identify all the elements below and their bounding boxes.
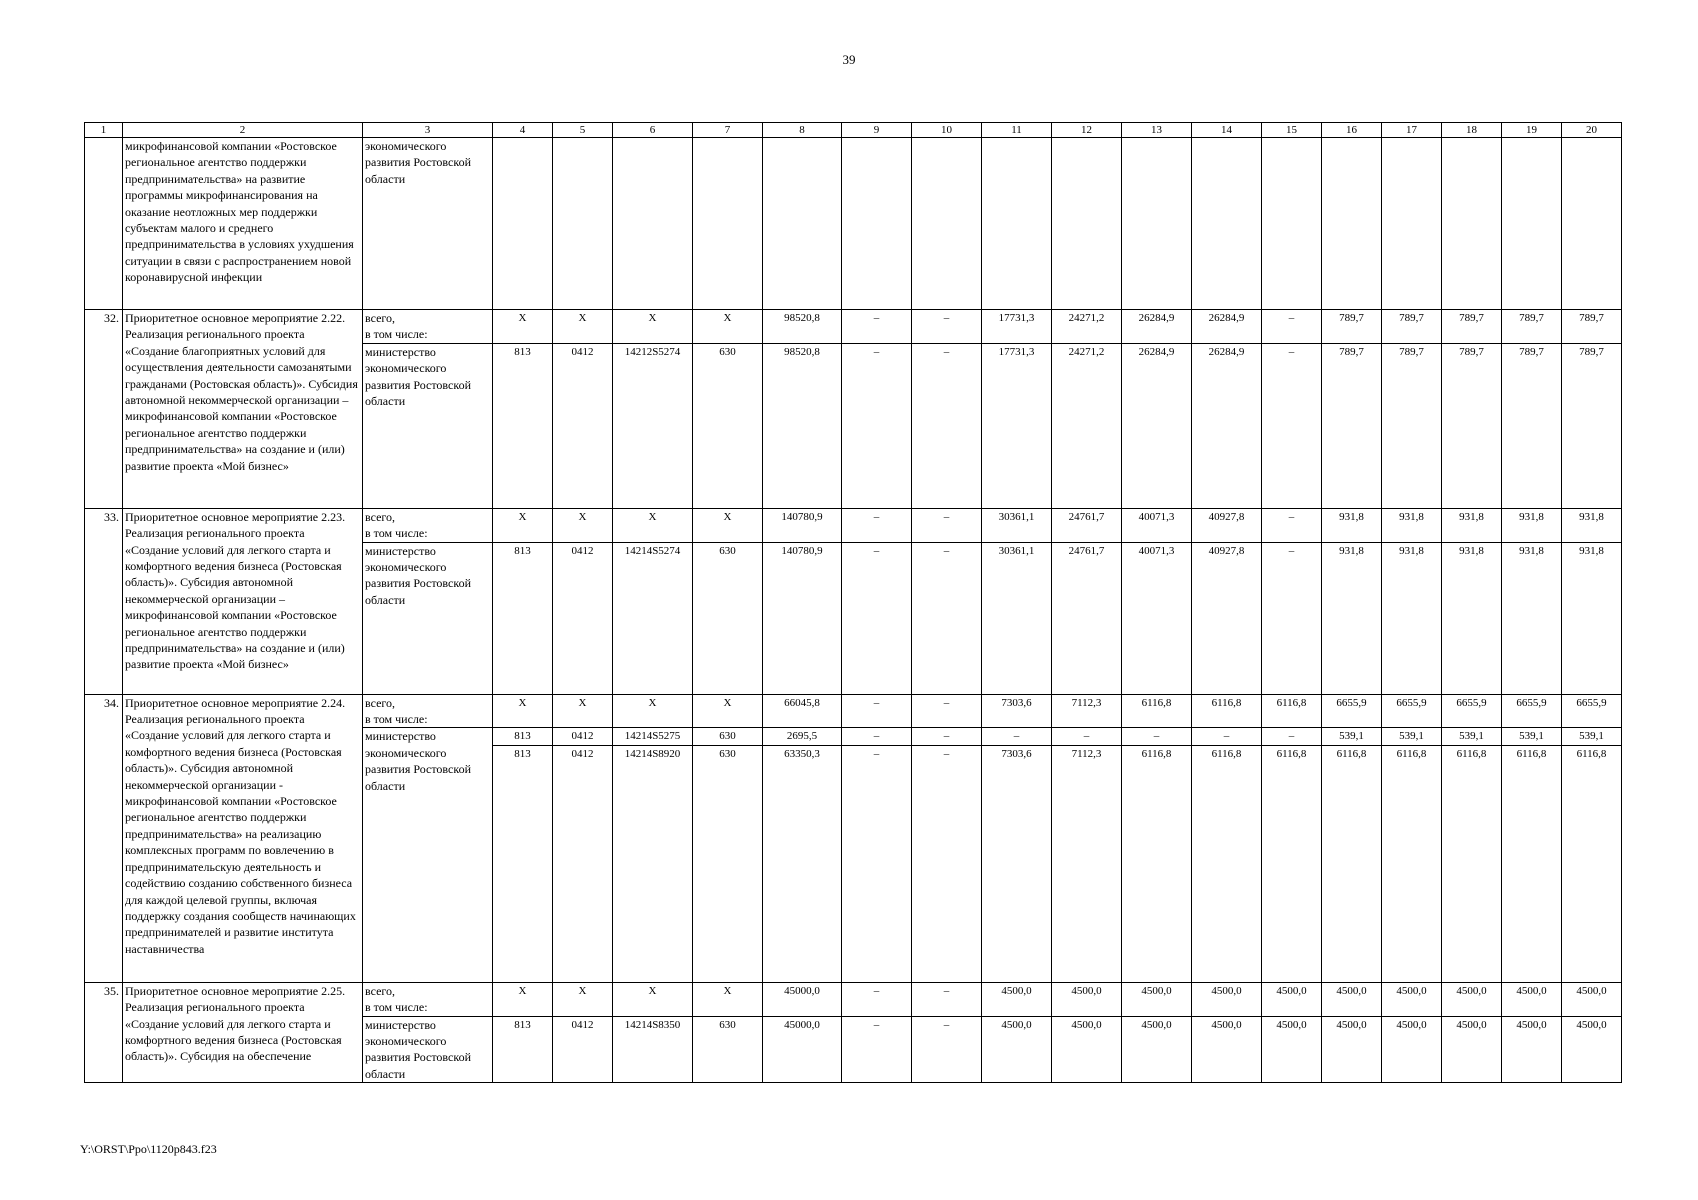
empty-cell bbox=[1562, 138, 1622, 310]
amount-col-11: 30361,1 bbox=[982, 542, 1052, 694]
executor-cell: министерство экономического развития Ростовской области bbox=[363, 1016, 493, 1083]
amount-col-18: 4500,0 bbox=[1442, 982, 1502, 1016]
amount-col-17: 4500,0 bbox=[1382, 982, 1442, 1016]
amount-col-10: – bbox=[912, 694, 982, 728]
table-row bbox=[85, 508, 1622, 542]
amount-col-16: 6116,8 bbox=[1322, 745, 1382, 982]
amount-col-17: 789,7 bbox=[1382, 310, 1442, 344]
amount-col-10: – bbox=[912, 310, 982, 344]
amount-col-12: – bbox=[1052, 728, 1122, 745]
executor-cell: экономического развития Ростовской области bbox=[363, 138, 493, 310]
code-c5: X bbox=[553, 508, 613, 542]
empty-cell bbox=[1382, 138, 1442, 310]
code-c6: X bbox=[613, 694, 693, 728]
amount-col-20: 789,7 bbox=[1562, 343, 1622, 508]
amount-col-11: 7303,6 bbox=[982, 745, 1052, 982]
total-label: всего, в том числе: bbox=[363, 310, 493, 344]
amount-col-9: – bbox=[842, 1016, 912, 1083]
code-c7: 630 bbox=[693, 1016, 763, 1083]
amount-col-20: 539,1 bbox=[1562, 728, 1622, 745]
amount-col-12: 24761,7 bbox=[1052, 542, 1122, 694]
amount-col-14: 6116,8 bbox=[1192, 694, 1262, 728]
amount-col-17: 6116,8 bbox=[1382, 745, 1442, 982]
empty-cell bbox=[842, 138, 912, 310]
amount-col-15: – bbox=[1262, 343, 1322, 508]
row-number: 32. bbox=[85, 310, 123, 509]
budget-table bbox=[84, 122, 1622, 1083]
code-c5: X bbox=[553, 982, 613, 1016]
column-header-1: 1 bbox=[85, 123, 123, 138]
amount-col-10: – bbox=[912, 508, 982, 542]
amount-col-19: 931,8 bbox=[1502, 542, 1562, 694]
code-c5: 0412 bbox=[553, 542, 613, 694]
amount-col-8: 98520,8 bbox=[763, 343, 842, 508]
amount-col-16: 6655,9 bbox=[1322, 694, 1382, 728]
empty-cell bbox=[693, 138, 763, 310]
column-header-7: 7 bbox=[693, 123, 763, 138]
amount-col-18: 6655,9 bbox=[1442, 694, 1502, 728]
amount-col-15: 4500,0 bbox=[1262, 1016, 1322, 1083]
column-header-2: 2 bbox=[123, 123, 363, 138]
amount-col-17: 931,8 bbox=[1382, 508, 1442, 542]
amount-col-14: – bbox=[1192, 728, 1262, 745]
row-number: 34. bbox=[85, 694, 123, 982]
amount-col-9: – bbox=[842, 508, 912, 542]
column-header-3: 3 bbox=[363, 123, 493, 138]
column-header-11: 11 bbox=[982, 123, 1052, 138]
code-c4: 813 bbox=[493, 343, 553, 508]
code-c6: 14212S5274 bbox=[613, 343, 693, 508]
column-header-10: 10 bbox=[912, 123, 982, 138]
amount-col-13: 40071,3 bbox=[1122, 542, 1192, 694]
amount-col-15: – bbox=[1262, 508, 1322, 542]
page-number: 39 bbox=[842, 52, 856, 67]
amount-col-19: 539,1 bbox=[1502, 728, 1562, 745]
empty-cell bbox=[1322, 138, 1382, 310]
row-number-cell bbox=[85, 138, 123, 310]
total-label: всего, в том числе: bbox=[363, 508, 493, 542]
amount-col-20: 6116,8 bbox=[1562, 745, 1622, 982]
amount-col-20: 4500,0 bbox=[1562, 982, 1622, 1016]
code-c5: X bbox=[553, 310, 613, 344]
table-row bbox=[85, 138, 1622, 310]
table-row bbox=[85, 310, 1622, 344]
amount-col-13: – bbox=[1122, 728, 1192, 745]
amount-col-13: 26284,9 bbox=[1122, 343, 1192, 508]
empty-cell bbox=[763, 138, 842, 310]
amount-col-19: 6655,9 bbox=[1502, 694, 1562, 728]
amount-col-13: 4500,0 bbox=[1122, 982, 1192, 1016]
empty-cell bbox=[1192, 138, 1262, 310]
code-c4: 813 bbox=[493, 745, 553, 982]
column-header-6: 6 bbox=[613, 123, 693, 138]
amount-col-11: 4500,0 bbox=[982, 982, 1052, 1016]
amount-col-20: 6655,9 bbox=[1562, 694, 1622, 728]
amount-col-11: 17731,3 bbox=[982, 310, 1052, 344]
row-number: 33. bbox=[85, 508, 123, 694]
code-c4: X bbox=[493, 310, 553, 344]
amount-col-16: 789,7 bbox=[1322, 310, 1382, 344]
column-header-9: 9 bbox=[842, 123, 912, 138]
amount-col-10: – bbox=[912, 982, 982, 1016]
amount-col-19: 6116,8 bbox=[1502, 745, 1562, 982]
empty-cell bbox=[1442, 138, 1502, 310]
empty-cell bbox=[613, 138, 693, 310]
amount-col-16: 4500,0 bbox=[1322, 982, 1382, 1016]
empty-cell bbox=[1052, 138, 1122, 310]
column-header-4: 4 bbox=[493, 123, 553, 138]
amount-col-16: 789,7 bbox=[1322, 343, 1382, 508]
amount-col-14: 26284,9 bbox=[1192, 310, 1262, 344]
amount-col-15: – bbox=[1262, 728, 1322, 745]
amount-col-8: 66045,8 bbox=[763, 694, 842, 728]
amount-col-13: 40071,3 bbox=[1122, 508, 1192, 542]
amount-col-20: 789,7 bbox=[1562, 310, 1622, 344]
code-c7: X bbox=[693, 982, 763, 1016]
code-c7: X bbox=[693, 694, 763, 728]
row-number: 35. bbox=[85, 982, 123, 1082]
amount-col-12: 7112,3 bbox=[1052, 694, 1122, 728]
code-c6: 14214S5274 bbox=[613, 542, 693, 694]
column-number-header-row bbox=[85, 123, 1622, 138]
amount-col-8: 45000,0 bbox=[763, 1016, 842, 1083]
column-header-8: 8 bbox=[763, 123, 842, 138]
amount-col-12: 24271,2 bbox=[1052, 343, 1122, 508]
amount-col-11: 17731,3 bbox=[982, 343, 1052, 508]
amount-col-17: 539,1 bbox=[1382, 728, 1442, 745]
amount-col-8: 98520,8 bbox=[763, 310, 842, 344]
amount-col-10: – bbox=[912, 745, 982, 982]
code-c7: 630 bbox=[693, 542, 763, 694]
activity-description: Приоритетное основное мероприятие 2.23. Реализация регионального проекта «Создание условий для легкого старта и комфортного ведения бизнеса (Ростовская область)». Субсидия автономной некоммерческой организации – микрофинансовой компании «Ростовское региональное агентство поддержки предпринимательства» на создание и (или) развитие проекта «Мой бизнес» bbox=[123, 508, 363, 694]
total-label: всего, в том числе: bbox=[363, 694, 493, 728]
code-c4: X bbox=[493, 982, 553, 1016]
amount-col-19: 4500,0 bbox=[1502, 1016, 1562, 1083]
amount-col-12: 4500,0 bbox=[1052, 1016, 1122, 1083]
empty-cell bbox=[1502, 138, 1562, 310]
code-c4: 813 bbox=[493, 1016, 553, 1083]
amount-col-10: – bbox=[912, 1016, 982, 1083]
amount-col-14: 40927,8 bbox=[1192, 508, 1262, 542]
amount-col-10: – bbox=[912, 343, 982, 508]
amount-col-11: – bbox=[982, 728, 1052, 745]
empty-cell bbox=[982, 138, 1052, 310]
amount-col-18: 931,8 bbox=[1442, 542, 1502, 694]
amount-col-18: 789,7 bbox=[1442, 343, 1502, 508]
activity-description: Приоритетное основное мероприятие 2.24. Реализация регионального проекта «Создание условий для легкого старта и комфортного ведения бизнеса (Ростовская область)». Субсидия автономной некоммерческой организации - микрофинансовой компании «Ростовское региональное агентство поддержки предпринимательства» на реализацию комплексных программ по вовлечению в предпринимательскую деятельность и содействию созданию собственного бизнеса для каждой целевой группы, включая поддержку создания сообществ начинающих предпринимателей и развитие института наставничества bbox=[123, 694, 363, 982]
column-header-17: 17 bbox=[1382, 123, 1442, 138]
amount-col-16: 539,1 bbox=[1322, 728, 1382, 745]
amount-col-8: 140780,9 bbox=[763, 508, 842, 542]
amount-col-15: – bbox=[1262, 542, 1322, 694]
column-header-19: 19 bbox=[1502, 123, 1562, 138]
column-header-18: 18 bbox=[1442, 123, 1502, 138]
amount-col-13: 4500,0 bbox=[1122, 1016, 1192, 1083]
column-header-20: 20 bbox=[1562, 123, 1622, 138]
amount-col-16: 931,8 bbox=[1322, 508, 1382, 542]
amount-col-9: – bbox=[842, 728, 912, 745]
amount-col-17: 789,7 bbox=[1382, 343, 1442, 508]
code-c6: 14214S8920 bbox=[613, 745, 693, 982]
amount-col-9: – bbox=[842, 982, 912, 1016]
amount-col-13: 26284,9 bbox=[1122, 310, 1192, 344]
amount-col-9: – bbox=[842, 745, 912, 982]
empty-cell bbox=[912, 138, 982, 310]
amount-col-8: 140780,9 bbox=[763, 542, 842, 694]
empty-cell bbox=[553, 138, 613, 310]
amount-col-15: 4500,0 bbox=[1262, 982, 1322, 1016]
table-row bbox=[85, 982, 1622, 1016]
column-header-5: 5 bbox=[553, 123, 613, 138]
code-c6: X bbox=[613, 508, 693, 542]
amount-col-14: 6116,8 bbox=[1192, 745, 1262, 982]
amount-col-16: 4500,0 bbox=[1322, 1016, 1382, 1083]
code-c5: 0412 bbox=[553, 745, 613, 982]
amount-col-10: – bbox=[912, 542, 982, 694]
code-c5: 0412 bbox=[553, 728, 613, 745]
empty-cell bbox=[493, 138, 553, 310]
amount-col-18: 6116,8 bbox=[1442, 745, 1502, 982]
column-header-13: 13 bbox=[1122, 123, 1192, 138]
empty-cell bbox=[1262, 138, 1322, 310]
executor-cell: министерство экономического развития Ростовской области bbox=[363, 343, 493, 508]
code-c7: X bbox=[693, 508, 763, 542]
amount-col-14: 4500,0 bbox=[1192, 982, 1262, 1016]
amount-col-11: 4500,0 bbox=[982, 1016, 1052, 1083]
amount-col-12: 4500,0 bbox=[1052, 982, 1122, 1016]
amount-col-17: 4500,0 bbox=[1382, 1016, 1442, 1083]
footer-file-path: Y:\ORST\Ppo\1120p843.f23 bbox=[80, 1142, 217, 1156]
total-label: всего, в том числе: bbox=[363, 982, 493, 1016]
amount-col-9: – bbox=[842, 542, 912, 694]
table-row bbox=[85, 694, 1622, 728]
amount-col-13: 6116,8 bbox=[1122, 694, 1192, 728]
code-c5: X bbox=[553, 694, 613, 728]
amount-col-8: 63350,3 bbox=[763, 745, 842, 982]
amount-col-10: – bbox=[912, 728, 982, 745]
amount-col-9: – bbox=[842, 310, 912, 344]
code-c6: X bbox=[613, 982, 693, 1016]
amount-col-20: 931,8 bbox=[1562, 542, 1622, 694]
executor-cell: министерство экономического развития Ростовской области bbox=[363, 542, 493, 694]
amount-col-14: 40927,8 bbox=[1192, 542, 1262, 694]
column-header-12: 12 bbox=[1052, 123, 1122, 138]
amount-col-14: 4500,0 bbox=[1192, 1016, 1262, 1083]
code-c6: X bbox=[613, 310, 693, 344]
amount-col-9: – bbox=[842, 343, 912, 508]
amount-col-13: 6116,8 bbox=[1122, 745, 1192, 982]
amount-col-14: 26284,9 bbox=[1192, 343, 1262, 508]
amount-col-8: 45000,0 bbox=[763, 982, 842, 1016]
activity-description: микрофинансовой компании «Ростовское региональное агентство поддержки предпринимательства» на развитие программы микрофинансирования на оказание неотложных мер поддержки субъектам малого и среднего предпринимательства в условиях ухудшения ситуации в связи с распространением новой коронавирусной инфекции bbox=[123, 138, 363, 310]
code-c7: X bbox=[693, 310, 763, 344]
amount-col-20: 4500,0 bbox=[1562, 1016, 1622, 1083]
column-header-16: 16 bbox=[1322, 123, 1382, 138]
column-header-14: 14 bbox=[1192, 123, 1262, 138]
amount-col-15: 6116,8 bbox=[1262, 745, 1322, 982]
amount-col-18: 789,7 bbox=[1442, 310, 1502, 344]
code-c5: 0412 bbox=[553, 343, 613, 508]
amount-col-19: 4500,0 bbox=[1502, 982, 1562, 1016]
activity-description: Приоритетное основное мероприятие 2.25. Реализация регионального проекта «Создание условий для легкого старта и комфортного ведения бизнеса (Ростовская область)». Субсидия на обеспечение bbox=[123, 982, 363, 1082]
code-c6: 14214S5275 bbox=[613, 728, 693, 745]
amount-col-15: – bbox=[1262, 310, 1322, 344]
amount-col-18: 931,8 bbox=[1442, 508, 1502, 542]
amount-col-19: 931,8 bbox=[1502, 508, 1562, 542]
amount-col-12: 7112,3 bbox=[1052, 745, 1122, 982]
code-c4: X bbox=[493, 694, 553, 728]
code-c4: 813 bbox=[493, 728, 553, 745]
column-header-15: 15 bbox=[1262, 123, 1322, 138]
amount-col-17: 6655,9 bbox=[1382, 694, 1442, 728]
amount-col-20: 931,8 bbox=[1562, 508, 1622, 542]
amount-col-11: 7303,6 bbox=[982, 694, 1052, 728]
activity-description: Приоритетное основное мероприятие 2.22. Реализация регионального проекта «Создание благоприятных условий для осуществления деятельности самозанятыми гражданами (Ростовская область)». Субсидия автономной некоммерческой организации – микрофинансовой компании «Ростовское региональное агентство поддержки предпринимательства» на создание и (или) развитие проекта «Мой бизнес» bbox=[123, 310, 363, 509]
amount-col-19: 789,7 bbox=[1502, 310, 1562, 344]
amount-col-15: 6116,8 bbox=[1262, 694, 1322, 728]
empty-cell bbox=[1122, 138, 1192, 310]
amount-col-18: 4500,0 bbox=[1442, 1016, 1502, 1083]
code-c7: 630 bbox=[693, 745, 763, 982]
amount-col-8: 2695,5 bbox=[763, 728, 842, 745]
amount-col-9: – bbox=[842, 694, 912, 728]
code-c7: 630 bbox=[693, 343, 763, 508]
amount-col-17: 931,8 bbox=[1382, 542, 1442, 694]
amount-col-16: 931,8 bbox=[1322, 542, 1382, 694]
executor-cell: министерство экономического развития Ростовской области bbox=[363, 728, 493, 982]
code-c7: 630 bbox=[693, 728, 763, 745]
amount-col-19: 789,7 bbox=[1502, 343, 1562, 508]
amount-col-12: 24761,7 bbox=[1052, 508, 1122, 542]
amount-col-11: 30361,1 bbox=[982, 508, 1052, 542]
amount-col-18: 539,1 bbox=[1442, 728, 1502, 745]
code-c5: 0412 bbox=[553, 1016, 613, 1083]
code-c6: 14214S8350 bbox=[613, 1016, 693, 1083]
code-c4: 813 bbox=[493, 542, 553, 694]
amount-col-12: 24271,2 bbox=[1052, 310, 1122, 344]
code-c4: X bbox=[493, 508, 553, 542]
